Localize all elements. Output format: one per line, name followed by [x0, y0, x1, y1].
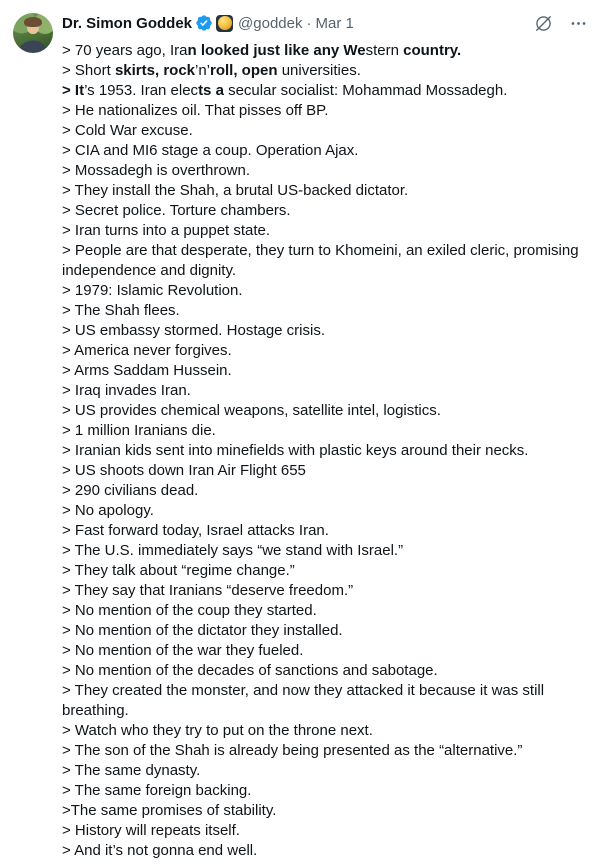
tweet-line: > No mention of the decades of sanctions and sabotage.: [62, 662, 438, 679]
timestamp[interactable]: Mar 1: [315, 14, 354, 32]
avatar[interactable]: [13, 13, 53, 53]
tweet-line: > 1979: Islamic Revolution.: [62, 282, 243, 299]
tweet-line: > The Shah flees.: [62, 302, 180, 319]
tweet-line: > It’s 1953. Iran elects a secular socialist: Mohammad Mossadegh.: [62, 82, 508, 99]
tweet-line: > No mention of the dictator they installed.: [62, 622, 343, 639]
tweet-line: > CIA and MI6 stage a coup. Operation Ajax.: [62, 142, 359, 159]
verified-icon: [195, 14, 213, 32]
meta-separator: ·: [306, 14, 312, 32]
tweet-line: > US shoots down Iran Air Flight 655: [62, 462, 306, 479]
tweet-line: > US embassy stormed. Hostage crisis.: [62, 322, 326, 339]
tweet-line: > 1 million Iranians die.: [62, 422, 216, 439]
tweet-line: > They install the Shah, a brutal US-backed dictator.: [62, 182, 409, 199]
tweet-line: > History will repeats itself.: [62, 822, 240, 839]
header-actions: [534, 14, 588, 33]
affiliate-badge-icon[interactable]: [216, 15, 233, 32]
tweet-line: > The same foreign backing.: [62, 782, 252, 799]
tweet-line: > US provides chemical weapons, satellite intel, logistics.: [62, 402, 441, 419]
tweet-line: > People are that desperate, they turn to Khomeini, an exiled cleric, promising independence and dignity.: [62, 242, 579, 279]
tweet-line: >The same promises of stability.: [62, 802, 277, 819]
tweet-header: [62, 13, 594, 33]
tweet-line: > No mention of the war they fueled.: [62, 642, 304, 659]
tweet-line: > America never forgives.: [62, 342, 232, 359]
gold-coin-icon: [218, 16, 232, 30]
tweet-line: > The same dynasty.: [62, 762, 201, 779]
tweet-line: > Fast forward today, Israel attacks Iran.: [62, 522, 329, 539]
tweet-line: > No apology.: [62, 502, 154, 519]
tweet-line: > Iranian kids sent into minefields with plastic keys around their necks.: [62, 442, 529, 459]
user-handle[interactable]: @goddek: [238, 14, 303, 32]
tweet-line: > Arms Saddam Hussein.: [62, 362, 232, 379]
tweet-line: > And it’s not gonna end well.: [62, 842, 258, 859]
tweet-line: > Secret police. Torture chambers.: [62, 202, 291, 219]
display-name[interactable]: Dr. Simon Goddek: [62, 14, 193, 32]
tweet-line: > The U.S. immediately says “we stand with Israel.”: [62, 542, 404, 559]
tweet-meta: [238, 15, 354, 32]
tweet-text: [62, 41, 594, 861]
tweet-line: > Iraq invades Iran.: [62, 382, 191, 399]
tweet-line: > They talk about “regime change.”: [62, 562, 295, 579]
tweet-line: > Iran turns into a puppet state.: [62, 222, 271, 239]
tweet-line: > They say that Iranians “deserve freedom.”: [62, 582, 354, 599]
tweet-line: > Mossadegh is overthrown.: [62, 162, 251, 179]
tweet-line: > He nationalizes oil. That pisses off BP.: [62, 102, 329, 119]
tweet-line: > The son of the Shah is already being presented as the “alternative.”: [62, 742, 523, 759]
more-icon[interactable]: [569, 14, 588, 33]
tweet-line: > They created the monster, and now they attacked it because it was still breathing.: [62, 682, 545, 719]
tweet-line: > Watch who they try to put on the throne next.: [62, 722, 373, 739]
tweet-line: > Cold War excuse.: [62, 122, 193, 139]
tweet-line: > Short skirts, rock’n’roll, open universities.: [62, 62, 361, 79]
grok-icon[interactable]: [534, 14, 553, 33]
tweet-line: > 290 civilians dead.: [62, 482, 199, 499]
tweet-line: > 70 years ago, Iran looked just like any Western country.: [62, 42, 462, 59]
tweet-line: > No mention of the coup they started.: [62, 602, 317, 619]
